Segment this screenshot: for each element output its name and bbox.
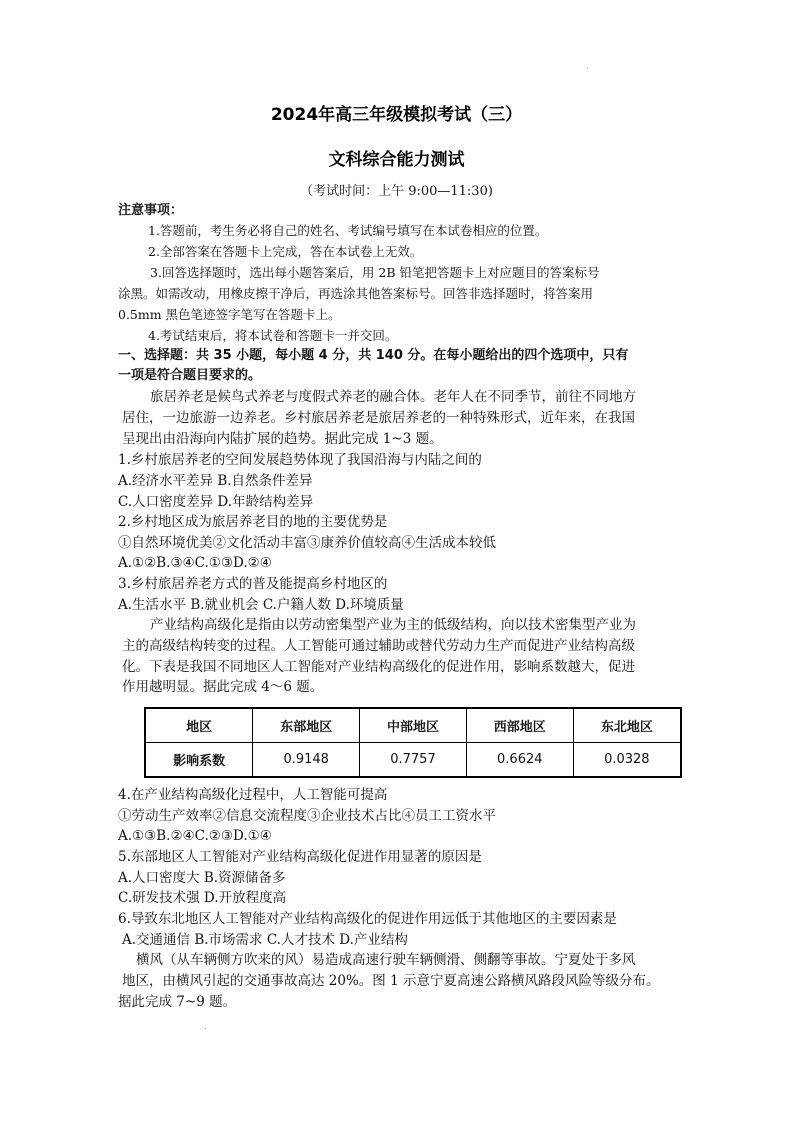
table-header-northeast: 东北地区 (573, 708, 681, 743)
table-cell-east: 0.9148 (253, 743, 360, 778)
passage1-line1: 旅居养老是候鸟式养老与度假式养老的融合体。老年人在不同季节，前往不同地方 (150, 389, 636, 405)
exam-subject: 文科综合能力测试 (328, 150, 465, 170)
section-heading-cont: 一项是符合题目要求的。 (118, 368, 262, 383)
q2-items: ①自然环境优美②文化活动丰富③康养价值较高④生活成本较低 (118, 535, 496, 551)
passage2-line4: 作用越明显。据此完成 4～6 题。 (122, 679, 324, 695)
q1-options-ab: A.经济水平差异 B.自然条件差异 (118, 473, 313, 489)
notice-item-4: 4.考试结束后，将本试卷和答题卡一并交回。 (148, 328, 398, 343)
notice-item-3: 3.回答选择题时，选出每小题答案后，用 2B 铅笔把答题卡上对应题目的答案标号 (150, 265, 600, 280)
q6-stem: 6.导致东北地区人工智能对产业结构高级化的促进作用远低于其他地区的主要因素是 (118, 911, 617, 927)
notice-item-2: 2.全部答案在答题卡上完成，答在本试卷上无效。 (148, 244, 423, 259)
table-cell-west: 0.6624 (466, 743, 573, 778)
q6-options: A.交通通信 B.市场需求 C.人才技术 D.产业结构 (122, 932, 408, 948)
table-header-row (145, 708, 681, 743)
notice-item-1: 1.答题前，考生务必将自己的姓名、考试编号填写在本试卷相应的位置。 (148, 223, 548, 238)
notice-item-3-cont2: 0.5mm 黑色笔迹签字笔写在答题卡上。 (118, 307, 341, 322)
q5-stem: 5.东部地区人工智能对产业结构高级化促进作用显著的原因是 (118, 849, 482, 865)
q3-options: A.生活水平 B.就业机会 C.户籍人数 D.环境质量 (118, 597, 404, 613)
q5-options-cd: C.研发技术强 D.开放程度高 (118, 890, 287, 906)
scan-dot-2: . (204, 1022, 207, 1031)
notice-item-3-cont: 涂黑。如需改动，用橡皮擦干净后，再选涂其他答案标号。回答非选择题时，将答案用 (118, 286, 594, 301)
table-header-region: 地区 (145, 708, 253, 743)
table-row-label: 影响系数 (145, 743, 253, 778)
q4-options: A.①③B.②④C.②③D.①④ (118, 828, 272, 844)
passage1-line2: 居住，一边旅游一边养老。乡村旅居养老是旅居养老的一种特殊形式，近年来，在我国 (122, 410, 635, 426)
q2-options: A.①②B.③④C.①③D.②④ (118, 555, 272, 571)
table-cell-northeast: 0.0328 (573, 743, 681, 778)
passage2-line1: 产业结构高级化是指由以劳动密集型产业为主的低级结构，向以技术密集型产业为 (150, 617, 636, 633)
notice-heading: 注意事项： (118, 203, 184, 218)
table-header-east: 东部地区 (253, 708, 360, 743)
passage3-line1: 横风（从车辆侧方吹来的风）易造成高速行驶车辆侧滑、侧翻等事故。宁夏处于多风 (136, 952, 636, 968)
scan-dot: . (586, 62, 589, 71)
passage1-line3: 呈现出由沿海向内陆扩展的趋势。据此完成 1~3 题。 (122, 431, 443, 447)
exam-title: 2024年高三年级模拟考试（三） (270, 105, 523, 125)
section-heading: 一、选择题：共 35 小题，每小题 4 分，共 140 分。在每小题给出的四个选项中，只有 (118, 348, 629, 363)
table-row (145, 743, 681, 778)
q4-stem: 4.在产业结构高级化过程中，人工智能可提高 (118, 787, 388, 803)
table-cell-central: 0.7757 (360, 743, 467, 778)
table-header-west: 西部地区 (466, 708, 573, 743)
table-header-central: 中部地区 (360, 708, 467, 743)
q2-stem: 2.乡村地区成为旅居养老目的地的主要优势是 (118, 514, 388, 530)
passage3-line2: 地区，由横风引起的交通事故高达 20%。图 1 示意宁夏高速公路横风路段风险等级分布。 (122, 973, 660, 989)
q4-items: ①劳动生产效率②信息交流程度③企业技术占比④员工工资水平 (118, 808, 496, 824)
q5-options-ab: A.人口密度大 B.资源储备多 (118, 870, 286, 886)
q1-stem: 1.乡村旅居养老的空间发展趋势体现了我国沿海与内陆之间的 (118, 452, 482, 468)
exam-time: （考试时间：上午 9:00—11:30) (300, 184, 493, 199)
q1-options-cd: C.人口密度差异 D.年龄结构差异 (118, 494, 314, 510)
passage2-line2: 主的高级结构转变的过程。人工智能可通过辅助或替代劳动力生产而促进产业结构高级 (122, 638, 635, 654)
q3-stem: 3.乡村旅居养老方式的普及能提高乡村地区的 (118, 576, 388, 592)
ai-impact-table (144, 707, 682, 778)
passage2-line3: 化。下表是我国不同地区人工智能对产业结构高级化的促进作用，影响系数越大，促进 (122, 659, 635, 675)
passage3-line3: 据此完成 7~9 题。 (118, 994, 237, 1010)
